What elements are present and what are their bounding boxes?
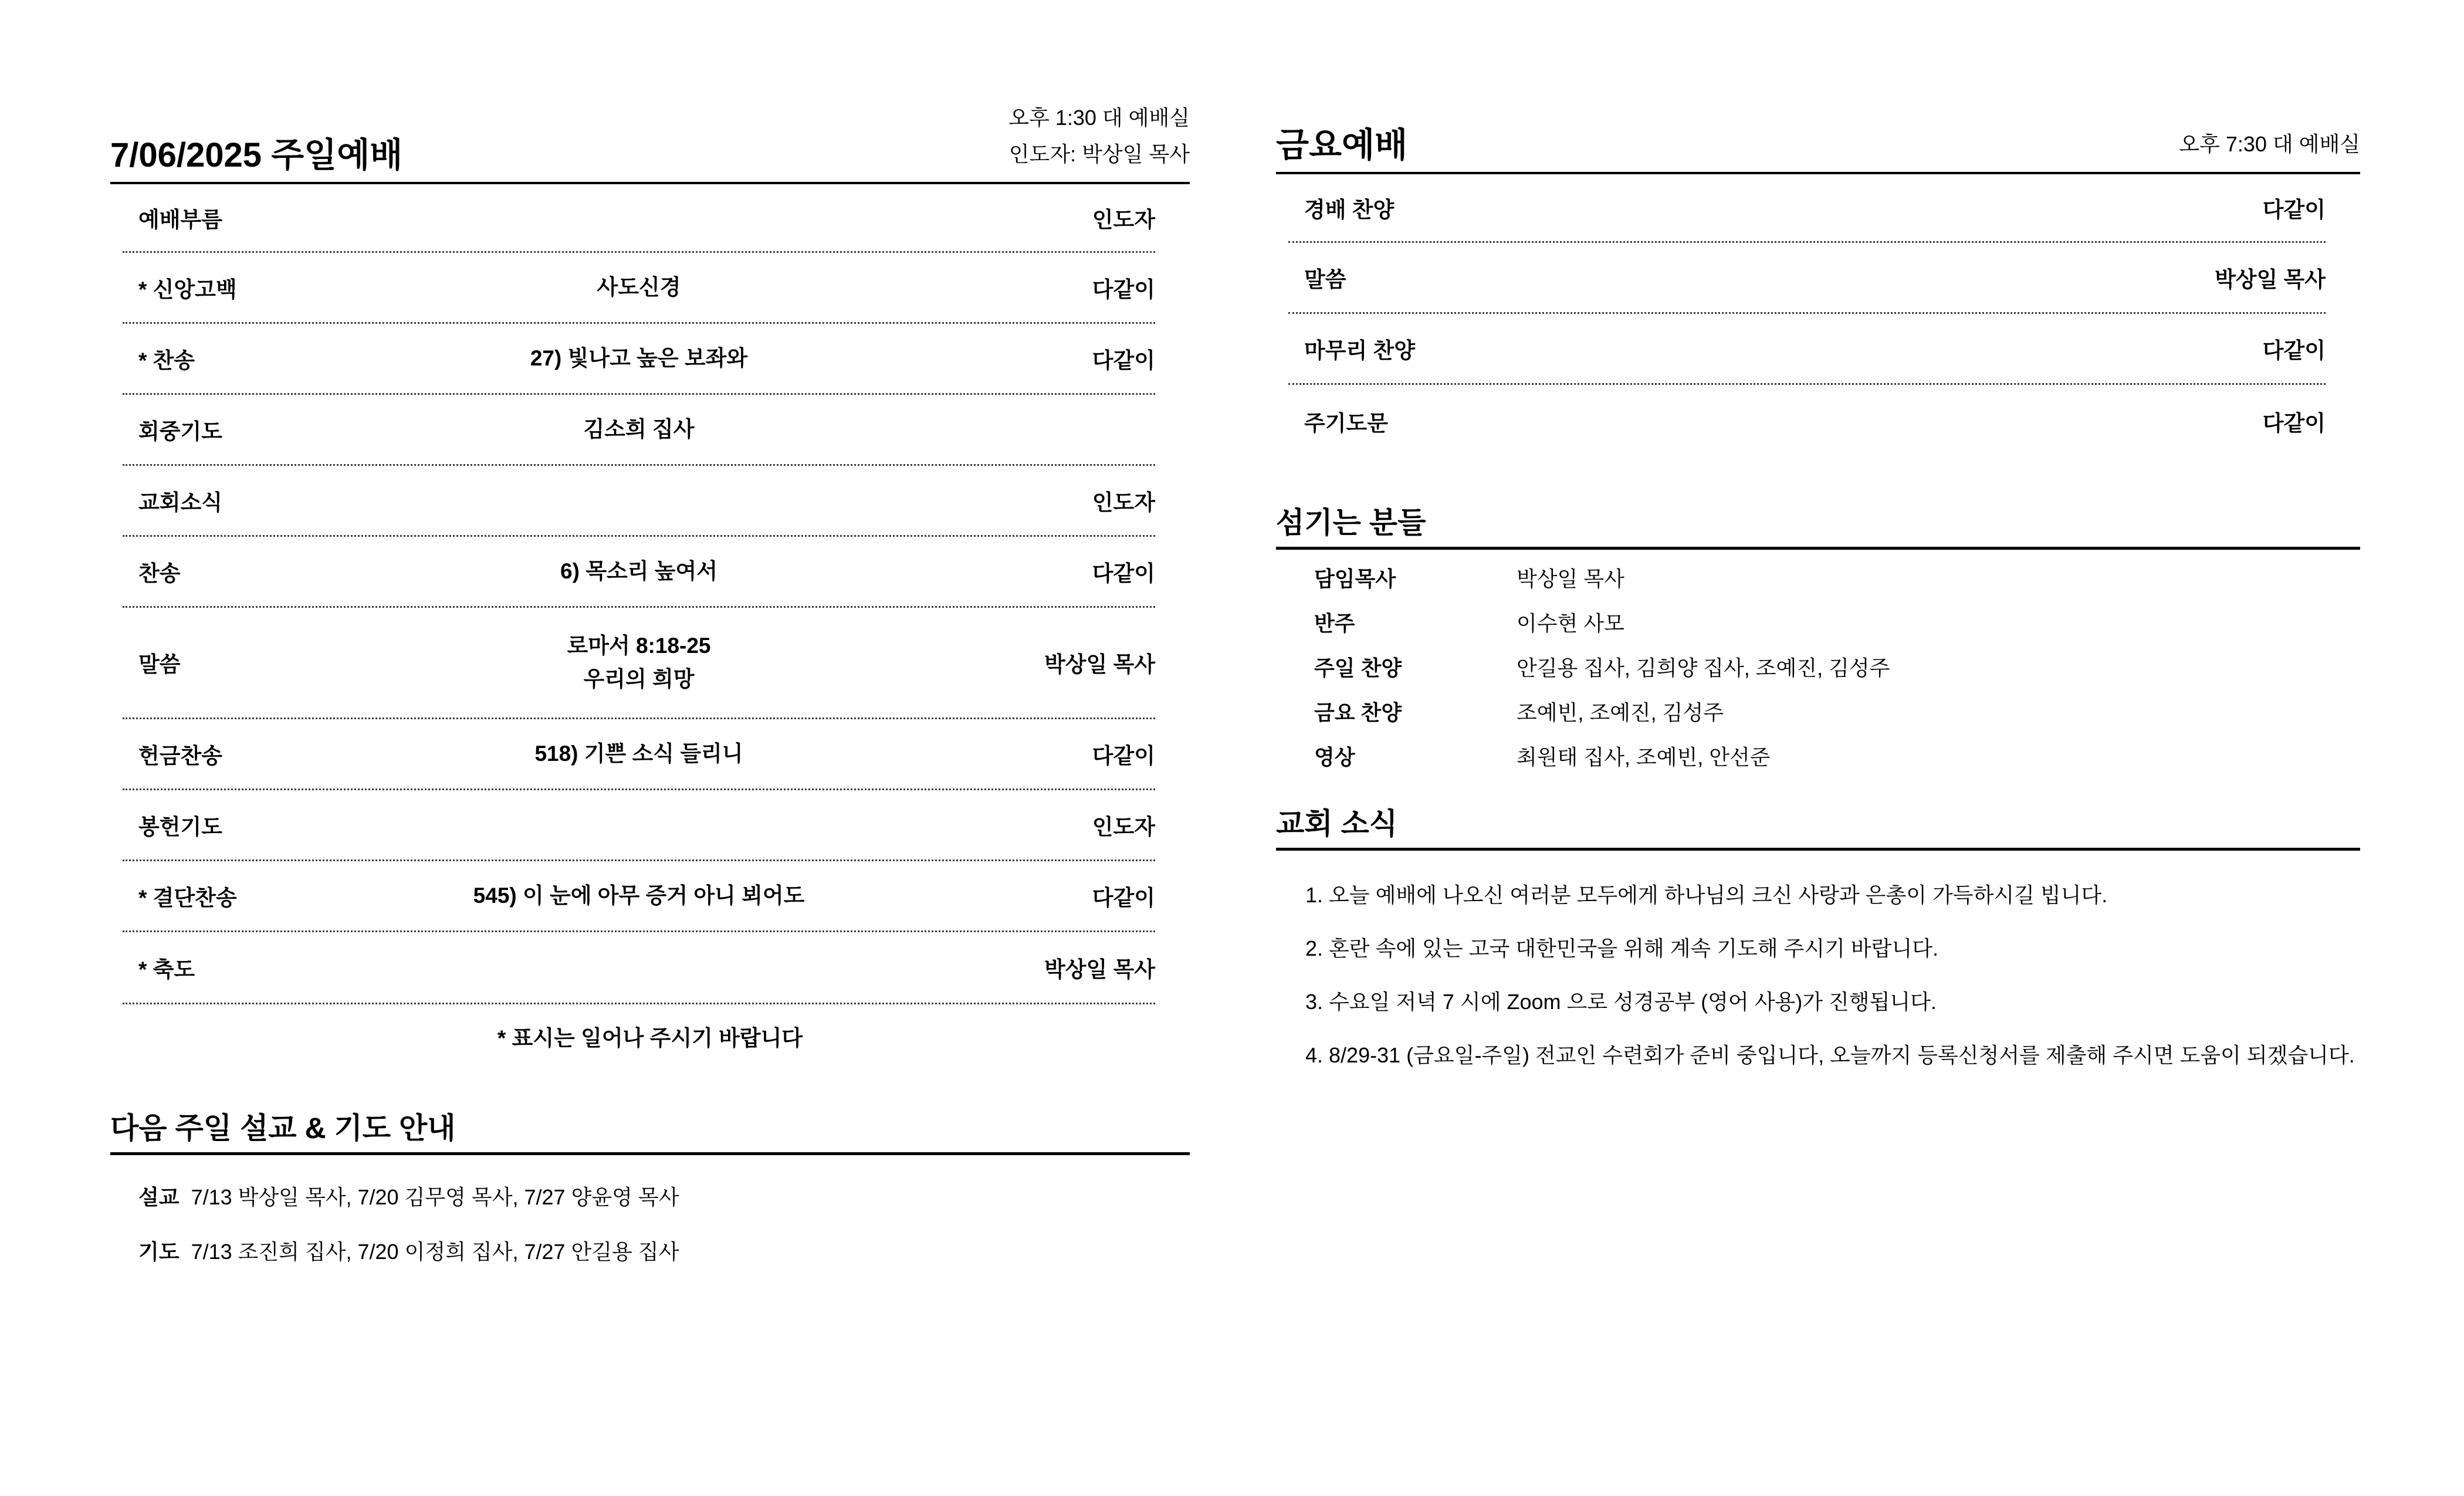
servants-heading: 섬기는 분들 <box>1276 508 2360 550</box>
friday-service-title: 금요예배 <box>1276 126 1408 164</box>
servant-role: 반주 <box>1314 611 1355 635</box>
row-label: 찬송 <box>138 561 181 585</box>
row-center: 김소희 집사 <box>583 417 695 442</box>
row-right: 박상일 목사 <box>1044 957 1155 981</box>
row-label: 경배 찬양 <box>1304 197 1395 222</box>
sunday-service-title: 7/06/2025 주일예배 <box>110 136 403 174</box>
table-row <box>1288 314 2326 385</box>
preaching-label: 설교 <box>138 1184 180 1209</box>
list-item <box>1314 744 2360 769</box>
table-row <box>123 324 1155 395</box>
table-row <box>1288 243 2326 314</box>
announcements-list <box>1276 877 2360 1074</box>
row-label: 헌금찬송 <box>138 743 222 768</box>
sermon-scripture: 로마서 8:18-25 <box>567 633 711 658</box>
table-row <box>123 537 1155 608</box>
servant-names: 조예빈, 조예진, 김성주 <box>1517 700 1724 725</box>
table-row <box>123 253 1155 324</box>
servant-names: 박상일 목사 <box>1517 566 1624 591</box>
prayer-label: 기도 <box>138 1240 180 1264</box>
announcements-section <box>1276 809 2360 1074</box>
row-right: 다같이 <box>1092 348 1155 373</box>
table-row <box>123 861 1155 932</box>
sunday-service-order-table <box>123 184 1155 1004</box>
list-item: 4. 8/29-31 (금요일-주일) 전교인 수련회가 준비 중입니다, 오늘까지 등록신청서를 제출해 주시면 도움이 되겠습니다. <box>1305 1043 2355 1067</box>
list-item: 3. 수요일 저녁 7 시에 Zoom 으로 성경공부 (영어 사용)가 진행됩니다. <box>1305 989 1937 1014</box>
servant-role: 담임목사 <box>1314 566 1396 591</box>
friday-service-time-location: 오후 7:30 대 예배실 <box>2179 132 2360 156</box>
next-week-preaching <box>138 1184 1190 1210</box>
sunday-service-time-location: 오후 1:30 대 예배실 <box>1008 106 1190 130</box>
table-row <box>123 395 1155 466</box>
servant-names: 이수현 사모 <box>1517 611 1624 635</box>
list-item <box>1314 702 2360 723</box>
row-label: * 축도 <box>138 957 195 981</box>
row-right: 인도자 <box>1092 490 1155 515</box>
preaching-text: 7/13 박상일 목사, 7/20 김무영 목사, 7/27 양윤영 목사 <box>191 1184 679 1209</box>
friday-service-info <box>2179 126 2360 163</box>
row-label: 말씀 <box>138 652 181 677</box>
table-row <box>1288 385 2326 458</box>
row-right: 인도자 <box>1092 207 1155 232</box>
table-row <box>123 466 1155 537</box>
row-label: 봉헌기도 <box>138 814 222 839</box>
row-right: 박상일 목사 <box>1044 652 1155 677</box>
prayer-text: 7/13 조진희 집사, 7/20 이정희 집사, 7/27 안길용 집사 <box>191 1240 679 1264</box>
row-right: 다같이 <box>2262 411 2326 436</box>
row-right: 다같이 <box>1092 743 1155 768</box>
servant-role: 주일 찬양 <box>1314 655 1402 680</box>
row-right: 다같이 <box>2262 338 2326 363</box>
row-label: 말씀 <box>1304 267 1346 292</box>
row-label: 예배부름 <box>138 207 222 232</box>
table-row <box>123 184 1155 253</box>
row-center: 518) 기쁜 소식 들리니 <box>534 742 743 766</box>
row-right: 인도자 <box>1092 814 1155 839</box>
table-row <box>123 932 1155 1004</box>
sunday-service-column <box>110 100 1190 1264</box>
row-right: 다같이 <box>1092 277 1155 302</box>
sunday-service-header <box>110 100 1190 184</box>
list-item <box>1314 655 2360 680</box>
row-label: 주기도문 <box>1304 411 1388 436</box>
row-right: 박상일 목사 <box>2215 267 2326 292</box>
table-row <box>123 719 1155 790</box>
row-center <box>567 629 710 696</box>
row-label: * 결단찬송 <box>138 885 237 910</box>
row-label: * 찬송 <box>138 348 195 373</box>
row-label: 마무리 찬양 <box>1304 338 1415 363</box>
table-row <box>1288 174 2326 243</box>
friday-service-order-table <box>1288 174 2326 458</box>
servant-names: 최원태 집사, 조예빈, 안선준 <box>1517 744 1771 769</box>
next-week-heading: 다음 주일 설교 & 기도 안내 <box>110 1113 1190 1155</box>
row-right: 다같이 <box>1092 561 1155 585</box>
announcements-heading: 교회 소식 <box>1276 809 2360 851</box>
servants-section <box>1276 508 2360 768</box>
sunday-service-info <box>1008 100 1190 172</box>
row-center: 사도신경 <box>597 275 681 300</box>
list-item <box>1314 568 2360 590</box>
row-center: 27) 빛나고 높은 보좌와 <box>530 346 748 371</box>
table-row-sermon <box>123 608 1155 719</box>
row-label: * 신앙고백 <box>138 277 237 302</box>
row-label: 교회소식 <box>138 490 222 515</box>
list-item <box>1314 613 2360 634</box>
row-center: 6) 목소리 높여서 <box>560 559 717 584</box>
list-item: 2. 혼란 속에 있는 고국 대한민국을 위해 계속 기도해 주시기 바랍니다. <box>1305 936 1938 960</box>
list-item: 1. 오늘 예배에 나오신 여러분 모두에게 하나님의 크신 사랑과 은총이 가득하시길 빕니다. <box>1305 882 2108 907</box>
servant-role: 영상 <box>1314 744 1355 769</box>
servant-names: 안길용 집사, 김희양 집사, 조예진, 김성주 <box>1517 655 1890 680</box>
table-row <box>123 790 1155 861</box>
sunday-service-leader: 인도자: 박상일 목사 <box>1008 141 1190 166</box>
row-label: 회중기도 <box>138 419 222 444</box>
servants-list <box>1276 568 2360 768</box>
row-center: 545) 이 눈에 아무 증거 아니 뵈어도 <box>473 884 805 908</box>
row-right: 다같이 <box>1092 885 1155 910</box>
friday-service-header <box>1276 126 2360 174</box>
standing-note: * 표시는 일어나 주시기 바랍니다 <box>497 1025 803 1050</box>
next-week-section <box>110 1113 1190 1264</box>
sermon-title: 우리의 희망 <box>583 667 695 692</box>
row-right: 다같이 <box>2262 197 2326 222</box>
friday-service-column <box>1276 126 2360 1091</box>
next-week-prayer <box>138 1239 1190 1264</box>
servant-role: 금요 찬양 <box>1314 700 1402 725</box>
